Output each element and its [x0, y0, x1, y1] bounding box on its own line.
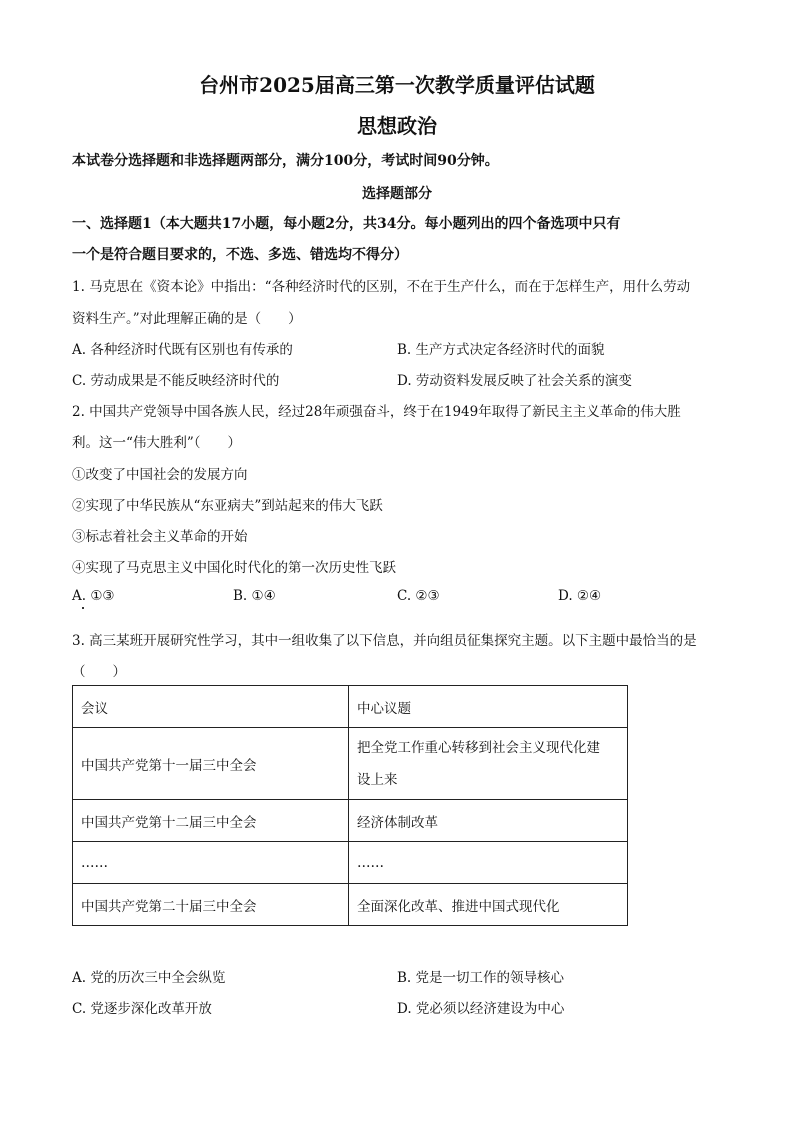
q1-stem-line2: 资料生产。”对此理解正确的是（ ）	[72, 311, 302, 327]
q2-stem-line1: 2. 中国共产党领导中国各族人民，经过28年顽强奋斗，终于在1949年取得了新民主主义革命的伟大胜	[72, 404, 681, 420]
q2-statement-2: ②实现了中华民族从“东亚病夫”到站起来的伟大飞跃	[72, 498, 383, 514]
part-heading-line2: 一个是符合题目要求的，不选、多选、错选均不得分）	[72, 247, 408, 263]
table-cell-topic	[349, 728, 628, 800]
q2-statement-3: ③标志着社会主义革命的开始	[72, 529, 248, 545]
q2-stem-line2: 利。这一“伟大胜利”（ ）	[72, 435, 242, 451]
q2-statement-1: ①改变了中国社会的发展方向	[72, 467, 248, 483]
table-row	[73, 800, 628, 842]
table-cell-topic-line1: 把全党工作重心转移到社会主义现代化建	[357, 739, 600, 756]
q1-option-c[interactable]: C. 劳动成果是不能反映经济时代的	[72, 373, 280, 389]
q3-option-a[interactable]: A. 党的历次三中全会纵览	[72, 970, 226, 986]
q3-option-c[interactable]: C. 党逐步深化改革开放	[72, 1001, 212, 1017]
q2-statement-4: ④实现了马克思主义中国化时代化的第一次历史性飞跃	[72, 560, 396, 576]
q3-option-d[interactable]: D. 党必须以经济建设为中心	[397, 1001, 565, 1017]
q2-option-b[interactable]: B. ①④	[233, 588, 276, 604]
q1-option-a[interactable]: A. 各种经济时代既有区别也有传承的	[72, 342, 293, 358]
table-row	[73, 728, 628, 800]
section-title: 选择题部分	[362, 186, 432, 202]
q3-option-b[interactable]: B. 党是一切工作的领导核心	[397, 970, 565, 986]
table-cell-topic: 经济体制改革	[349, 800, 628, 842]
table-header-meeting: 会议	[73, 686, 349, 728]
q3-meeting-table	[72, 685, 628, 926]
q2-option-d[interactable]: D. ②④	[558, 588, 602, 604]
table-cell-meeting: 中国共产党第十一届三中全会	[73, 728, 349, 800]
instructions: 本试卷分选择题和非选择题两部分，满分100分，考试时间90分钟。	[72, 153, 499, 169]
q3-stem-line2: （ ）	[72, 664, 126, 680]
table-cell-meeting: 中国共产党第十二届三中全会	[73, 800, 349, 842]
part-heading-line1: 一、选择题1（本大题共17小题，每小题2分，共34分。每小题列出的四个备选项中只有	[72, 216, 621, 232]
subject-title: 思想政治	[357, 114, 437, 138]
q1-option-d[interactable]: D. 劳动资料发展反映了社会关系的演变	[397, 373, 632, 389]
q3-stem-line1: 3. 高三某班开展研究性学习，其中一组收集了以下信息，并向组员征集探究主题。以下主题中最恰当的是	[72, 633, 697, 649]
q1-option-b[interactable]: B. 生产方式决定各经济时代的面貌	[397, 342, 605, 358]
table-header-topic: 中心议题	[349, 686, 628, 728]
table-cell-meeting: ……	[73, 842, 349, 884]
table-row	[73, 884, 628, 926]
exam-title: 台州市2025届高三第一次教学质量评估试题	[199, 73, 595, 97]
q2-option-a[interactable]: A. ①③	[72, 588, 115, 604]
table-cell-topic: 全面深化改革、推进中国式现代化	[349, 884, 628, 926]
table-header-row	[73, 686, 628, 728]
table-cell-topic-line2: 设上来	[357, 771, 398, 788]
q1-stem-line1: 1. 马克思在《资本论》中指出：“各种经济时代的区别，不在于生产什么，而在于怎样生产，用什么劳动	[72, 279, 691, 295]
table-cell-topic: ……	[349, 842, 628, 884]
table-row	[73, 842, 628, 884]
stray-dot	[82, 607, 84, 609]
table-cell-meeting: 中国共产党第二十届三中全会	[73, 884, 349, 926]
q2-option-c[interactable]: C. ②③	[397, 588, 440, 604]
